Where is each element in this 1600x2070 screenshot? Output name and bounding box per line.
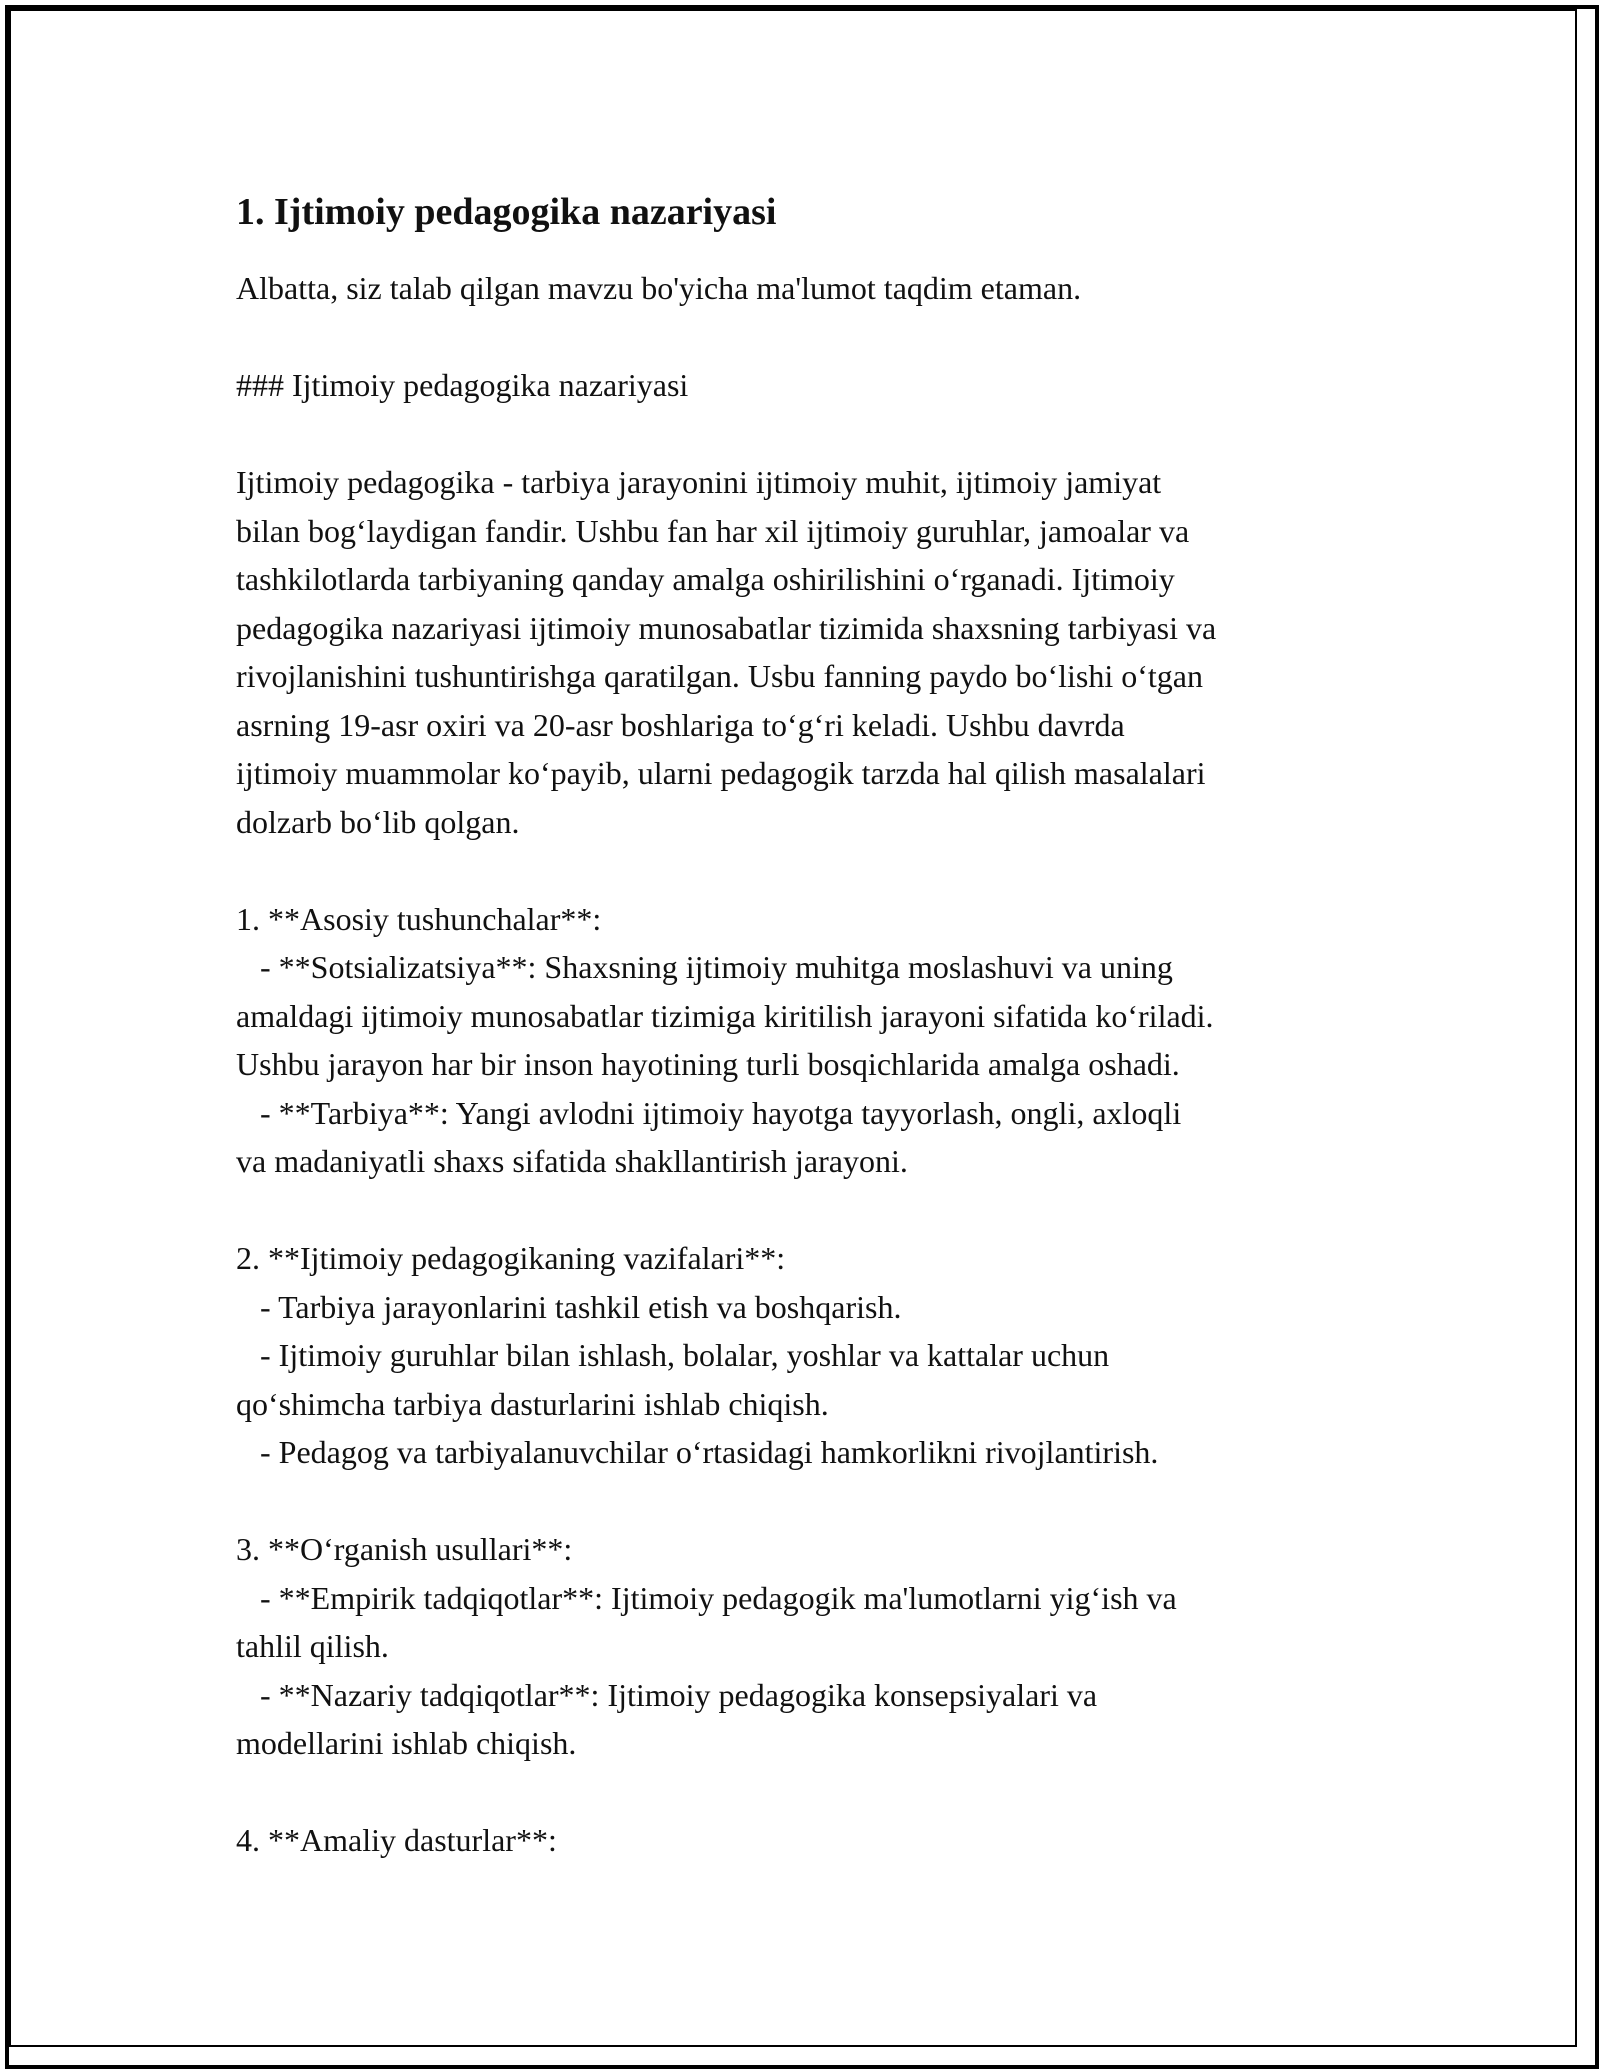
document-body (236, 188, 1396, 1865)
text-line: Albatta, siz talab qilgan mavzu bo'yicha ma'lumot taqdim etaman. (236, 270, 1082, 306)
text-line: amaldagi ijtimoiy munosabatlar tizimiga kiritilish jarayoni sifatida ko‘riladi. (236, 997, 1214, 1034)
text-line: - **Empirik tadqiqotlar**: Ijtimoiy pedagogik ma'lumotlarni yig‘ish va (236, 1579, 1177, 1616)
text-line: Ijtimoiy pedagogika - tarbiya jarayonini ijtimoiy muhit, ijtimoiy jamiyat (236, 464, 1162, 500)
text-line: - Tarbiya jarayonlarini tashkil etish va boshqarish. (236, 1288, 902, 1325)
document-title: 1. Ijtimoiy pedagogika nazariyasi (236, 191, 777, 233)
blank-line (236, 1768, 1396, 1817)
text-line: 3. **O‘rganish usullari**: (236, 1531, 573, 1567)
text-line: ### Ijtimoiy pedagogika nazariyasi (236, 367, 689, 403)
text-line: - **Sotsializatsiya**: Shaxsning ijtimoiy muhitga moslashuvi va uning (236, 949, 1173, 985)
text-line: - **Tarbiya**: Yangi avlodni ijtimoiy hayotga tayyorlash, ongli, axloqli (236, 1094, 1182, 1131)
blank-line (236, 846, 1396, 895)
text-line: - Ijtimoiy guruhlar bilan ishlash, bolalar, yoshlar va kattalar uchun (236, 1337, 1110, 1373)
text-line: asrning 19-asr oxiri va 20-asr boshlariga to‘g‘ri keladi. Ushbu davrda (236, 706, 1125, 743)
text-line: Ushbu jarayon har bir inson hayotining turli bosqichlarida amalga oshadi. (236, 1046, 1180, 1082)
text-line: modellarini ishlab chiqish. (236, 1725, 577, 1761)
text-line: dolzarb bo‘lib qolgan. (236, 803, 520, 840)
text-line: 1. **Asosiy tushunchalar**: (236, 900, 602, 937)
text-line: 2. **Ijtimoiy pedagogikaning vazifalari**: (236, 1240, 786, 1276)
text-line: qo‘shimcha tarbiya dasturlarini ishlab chiqish. (236, 1385, 829, 1422)
blank-line (236, 410, 1396, 459)
blank-line (236, 1477, 1396, 1526)
text-line: va madaniyatli shaxs sifatida shakllantirish jarayoni. (236, 1143, 908, 1179)
text-line: rivojlanishini tushuntirishga qaratilgan. Usbu fanning paydo bo‘lishi o‘tgan (236, 658, 1203, 694)
text-line: tahlil qilish. (236, 1628, 389, 1664)
document-text (236, 264, 1396, 1865)
blank-line (236, 1186, 1396, 1235)
text-line: pedagogika nazariyasi ijtimoiy munosabatlar tizimida shaxsning tarbiyasi va (236, 609, 1217, 646)
text-line: - Pedagog va tarbiyalanuvchilar o‘rtasidagi hamkorlikni rivojlantirish. (236, 1434, 1159, 1470)
text-line: tashkilotlarda tarbiyaning qanday amalga oshirilishini o‘rganadi. Ijtimoiy (236, 561, 1175, 597)
text-line: ijtimoiy muammolar ko‘payib, ularni pedagogik tarzda hal qilish masalalari (236, 755, 1206, 791)
blank-line (236, 313, 1396, 362)
text-line: bilan bog‘laydigan fandir. Ushbu fan har xil ijtimoiy guruhlar, jamoalar va (236, 512, 1190, 549)
text-line: - **Nazariy tadqiqotlar**: Ijtimoiy pedagogika konsepsiyalari va (236, 1676, 1098, 1713)
text-line: 4. **Amaliy dasturlar**: (236, 1822, 557, 1858)
